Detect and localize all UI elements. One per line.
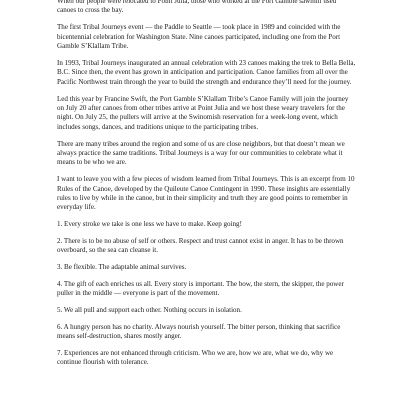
article-body — [57, 0, 357, 375]
rule-4: 4. The gift of each enriches us all. Every story is important. The bow, the stern, the skipper, the power puller in the middle — everyone is part of the movement. — [57, 279, 344, 298]
paragraph-canoe-family: Led this year by Francine Swift, the Port Gamble S’Klallam Tribe’s Canoe Family will join the journey on July 20 after canoes from other tribes arrive at Point Julia and we host these weary travelers for the night. On July 25, the pullers will arrive at the Swinomish reservation for a week-long event, which includes songs, dances, and traditions unique to the participating tribes. — [57, 94, 349, 131]
rule-5: 5. We all pull and support each other. Nothing occurs in isolation. — [57, 306, 242, 315]
paragraph-many-tribes: There are many tribes around the region and some of us are close neighbors, but that doesn’t mean we always practice the same traditions. Tribal Journeys is a way for our communities to celebrate what it means to be who we are. — [57, 139, 345, 167]
rule-6: 6. A hungry person has no charity. Always nourish yourself. The bitter person, thinking that sacrifice means self-destruction, shares mostly anger. — [57, 322, 341, 340]
paragraph-first-journey: The first Tribal Journeys event — the Paddle to Seattle — took place in 1989 and coincided with the bicentennial celebration for Washington State. Nine canoes participated, including one from the Port Gamble S’Klallam Tribe. — [57, 23, 341, 50]
paragraph-relocation: When our people were relocated to Point Julia, those who worked at the Port Gamble sawmill used canoes to cross the bay. — [57, 0, 337, 15]
rule-3: 3. Be flexible. The adaptable animal survives. — [57, 263, 187, 272]
rule-1: 1. Every stroke we take is one less we have to make. Keep going! — [57, 220, 242, 229]
rule-2: 2. There is to be no abuse of self or others. Respect and trust cannot exist in anger. It has to be thrown overboard, so the sea can cleanse it. — [57, 236, 344, 255]
rule-7: 7. Experiences are not enhanced through criticism. Who we are, how we are, what we do, why we continue flourish with tolerance. — [57, 349, 334, 367]
paragraph-annual-celebration: In 1993, Tribal Journeys inaugurated an annual celebration with 23 canoes making the trek to Bella Bella, B.C. Since then, the event has grown in anticipation and participation. Canoe families from all over the Pacific Northwest train through the year to build the strength and endurance they’ll need for the journey. — [57, 59, 356, 86]
paragraph-wisdom-intro: I want to leave you with a few pieces of wisdom learned from Tribal Journeys. This is an excerpt from 10 Rules of the Canoe, developed by the Quileute Canoe Contingent in 1990. These insights are essentially rules to live by while in the canoe, but in their simplicity and truth they are good points to remember in everyday life. — [57, 175, 355, 212]
